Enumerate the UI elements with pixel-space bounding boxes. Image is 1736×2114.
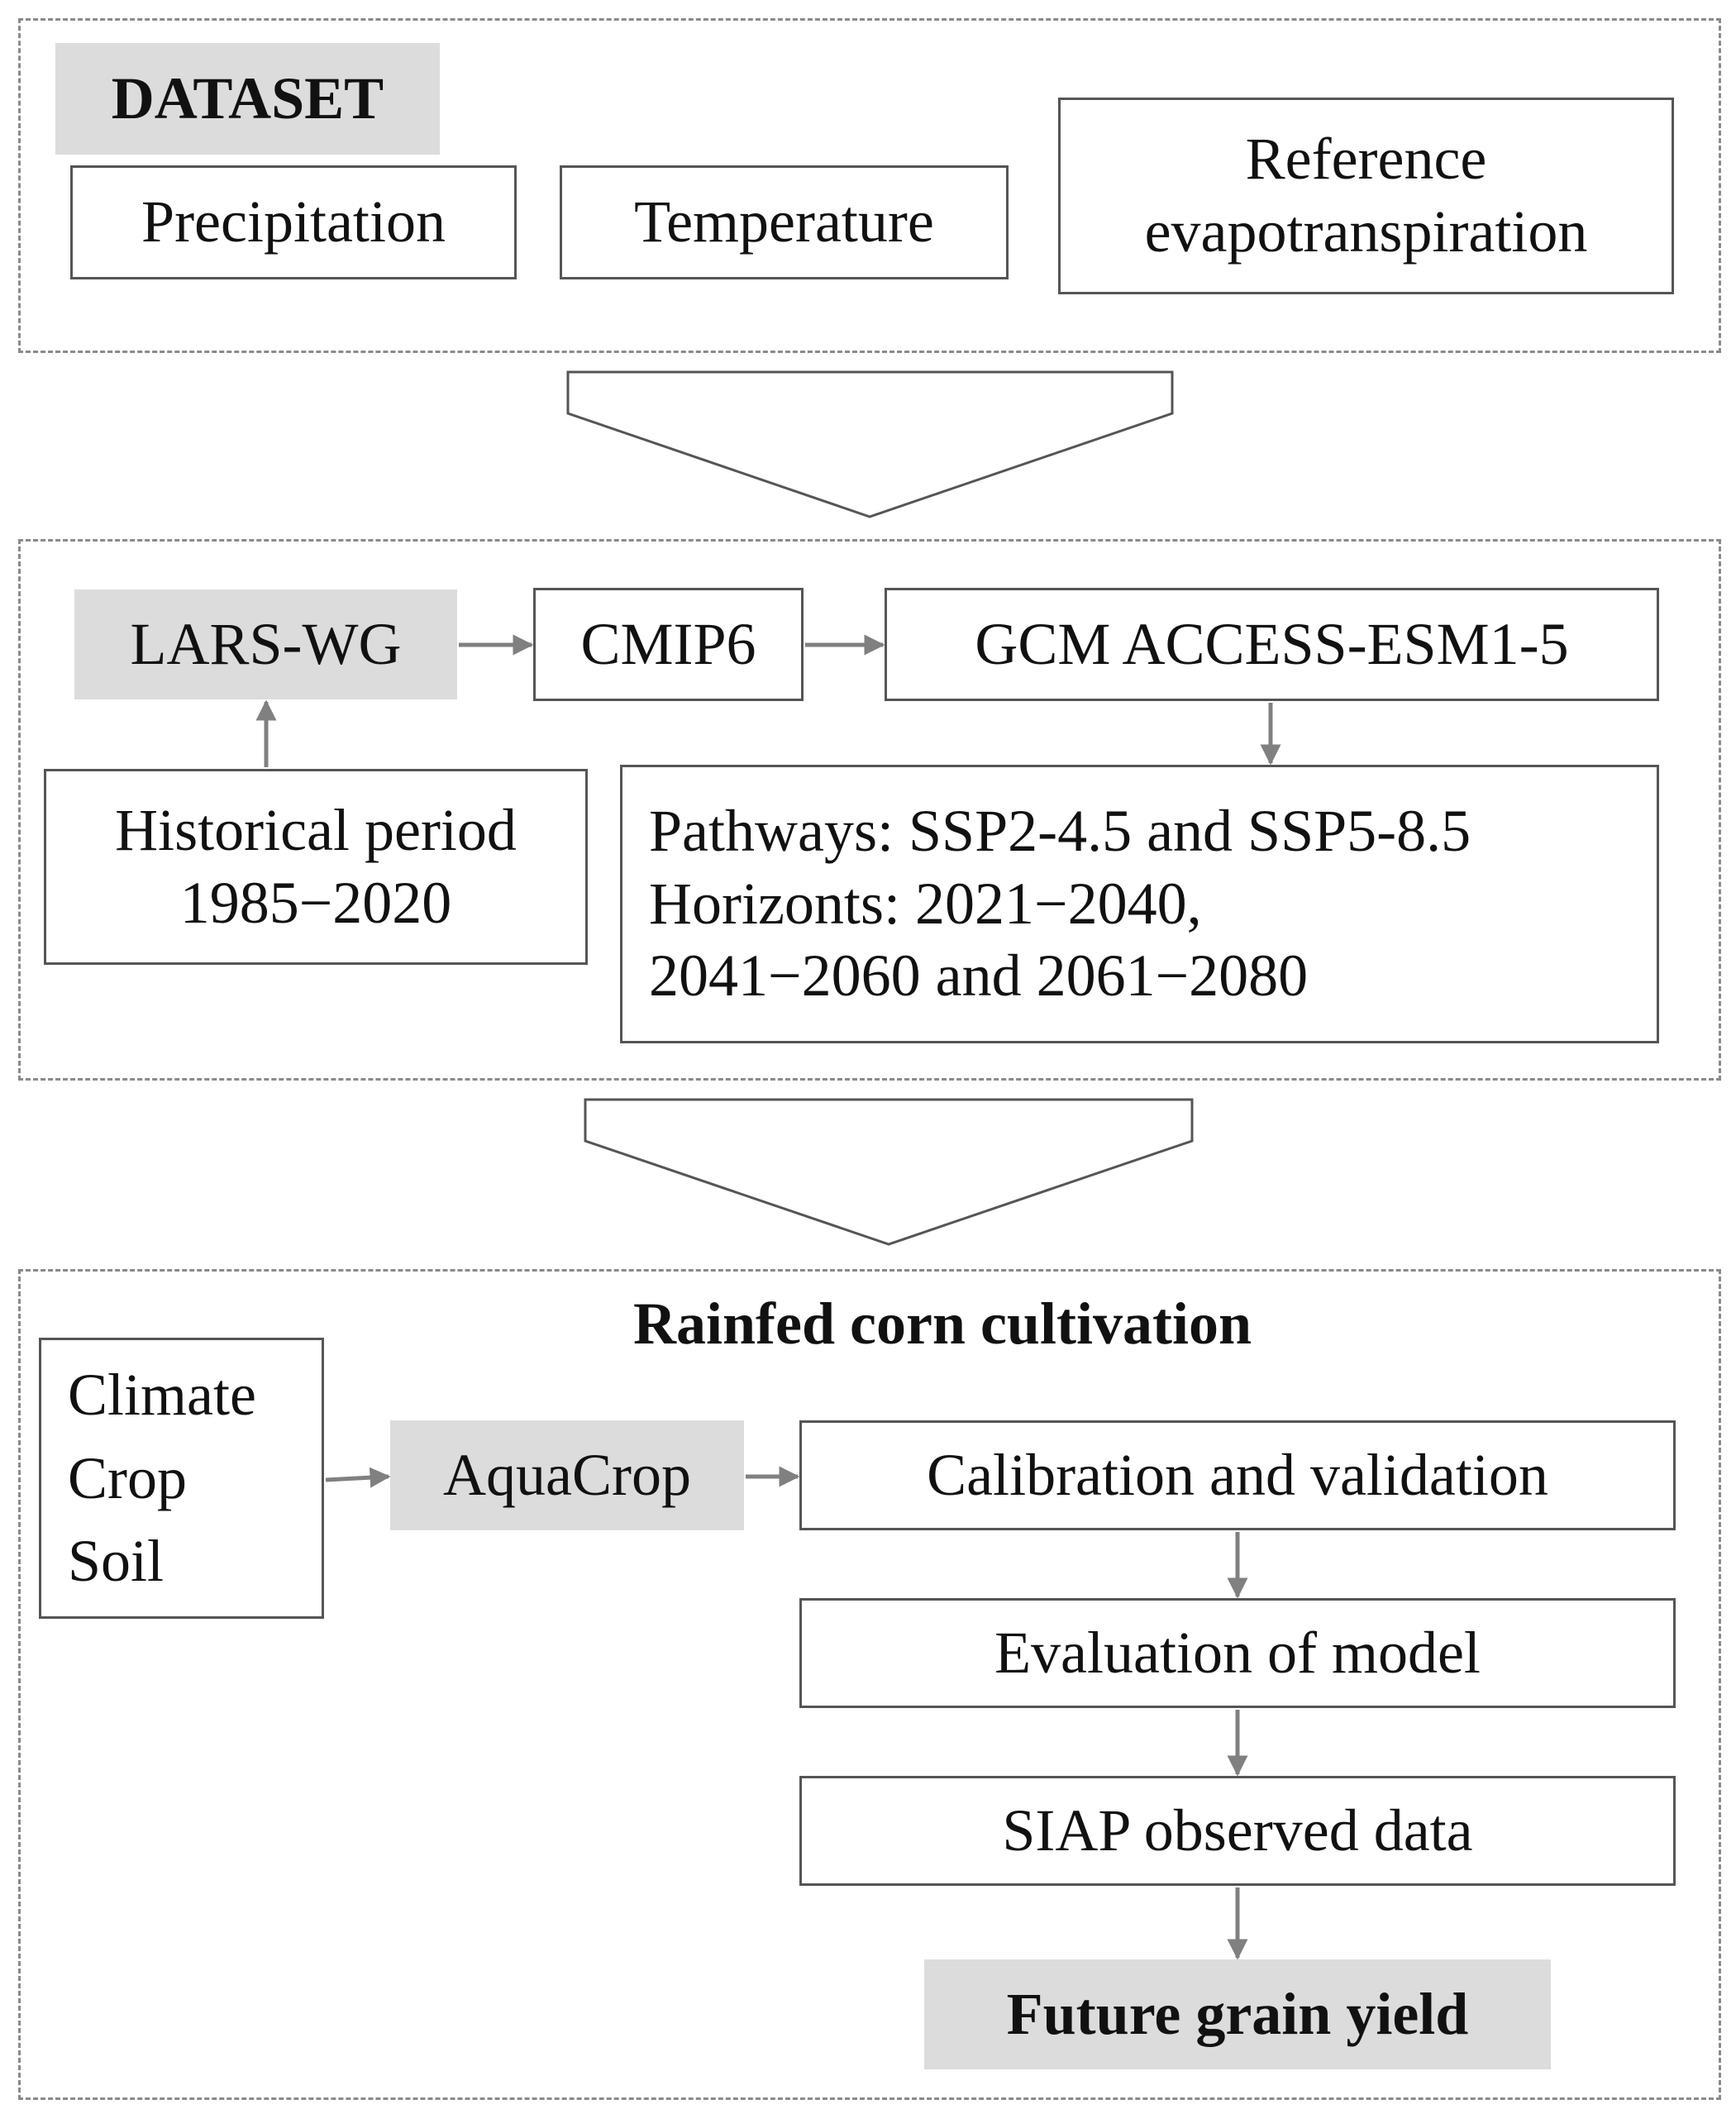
precipitation-box: Precipitation — [70, 165, 517, 279]
siap-observed-data-box: SIAP observed data — [799, 1776, 1676, 1886]
gcm-box: GCM ACCESS-ESM1-5 — [885, 588, 1659, 701]
historical-line-2: 1985−2020 — [179, 869, 452, 936]
reference-evapotranspiration-box — [1058, 98, 1674, 294]
historical-line-1: Historical period — [115, 796, 517, 863]
cmip6-box: CMIP6 — [533, 588, 804, 701]
calibration-validation-box: Calibration and validation — [799, 1420, 1676, 1530]
scenarios-line-3: 2041−2060 and 2061−2080 — [649, 942, 1309, 1009]
reference-line-1: Reference — [1245, 126, 1487, 193]
temperature-box: Temperature — [560, 165, 1009, 279]
chevron-arrow-2 — [585, 1100, 1192, 1244]
historical-period-box — [44, 769, 588, 965]
chevron-arrow-1 — [568, 372, 1172, 517]
inputs-box — [39, 1338, 324, 1619]
lars-wg-box: LARS-WG — [74, 589, 457, 699]
scenarios-line-1: Pathways: SSP2-4.5 and SSP5-8.5 — [649, 797, 1471, 864]
aquacrop-box: AquaCrop — [390, 1420, 744, 1530]
input-climate: Climate — [68, 1361, 256, 1428]
dataset-title: DATASET — [55, 43, 440, 155]
scenarios-box — [620, 765, 1659, 1043]
input-crop: Crop — [68, 1444, 187, 1511]
evaluation-model-box: Evaluation of model — [799, 1598, 1676, 1708]
input-soil: Soil — [68, 1528, 165, 1595]
crop-section-title: Rainfed corn cultivation — [633, 1291, 1252, 1357]
reference-line-2: evapotranspiration — [1144, 198, 1588, 265]
scenarios-line-2: Horizonts: 2021−2040, — [649, 870, 1202, 937]
future-grain-yield-box: Future grain yield — [924, 1959, 1551, 2069]
